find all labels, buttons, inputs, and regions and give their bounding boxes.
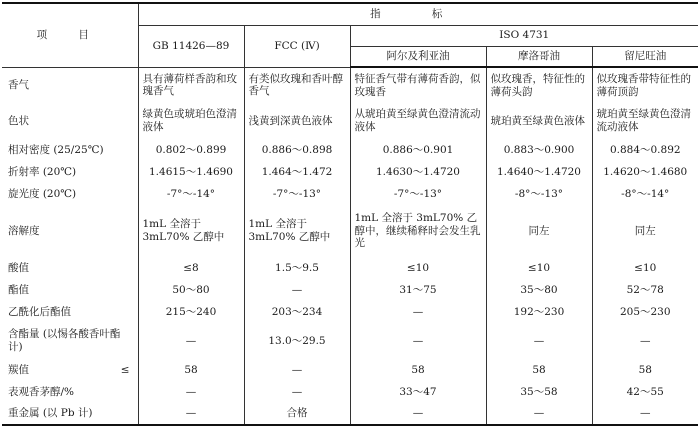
header-item: 项 目 bbox=[2, 3, 138, 67]
cell-reunion: 52～78 bbox=[592, 279, 698, 301]
cell-algeria: 58 bbox=[350, 359, 486, 381]
cell-gb: 215～240 bbox=[138, 301, 244, 323]
cell-morocco: 1.4640～1.4720 bbox=[486, 161, 592, 183]
cell-fcc: — bbox=[244, 381, 350, 403]
header-iso-reunion: 留尼旺油 bbox=[592, 46, 698, 67]
cell-reunion: 琥珀黄至绿黄色澄清流动液体 bbox=[592, 103, 698, 139]
table-row bbox=[2, 323, 698, 359]
cell-fcc: — bbox=[244, 279, 350, 301]
cell-algeria: — bbox=[350, 301, 486, 323]
cell-morocco: 192～230 bbox=[486, 301, 592, 323]
cell-gb: 绿黄色或琥珀色澄清液体 bbox=[138, 103, 244, 139]
header-iso-algeria: 阿尔及利亚油 bbox=[350, 46, 486, 67]
table-row bbox=[2, 161, 698, 183]
cell-gb: 1.4615～1.4690 bbox=[138, 161, 244, 183]
cell-fcc: -7°～-13° bbox=[244, 183, 350, 205]
cell-gb: — bbox=[138, 381, 244, 403]
header-iso: ISO 4731 bbox=[350, 25, 698, 46]
cell-morocco: 35～58 bbox=[486, 381, 592, 403]
header-fcc: FCC (Ⅳ) bbox=[244, 25, 350, 67]
cell-reunion: 似玫瑰香带特征性的薄荷顶韵 bbox=[592, 67, 698, 103]
cell-morocco: — bbox=[486, 323, 592, 359]
row-item: 溶解度 bbox=[2, 205, 138, 257]
cell-reunion: — bbox=[592, 403, 698, 425]
cell-gb: — bbox=[138, 403, 244, 425]
cell-morocco: 似玫瑰香，特征性的薄荷头韵 bbox=[486, 67, 592, 103]
cell-fcc: — bbox=[244, 359, 350, 381]
cell-algeria: 1mL 全溶于 3mL70% 乙醇中，继续稀释时会发生乳光 bbox=[350, 205, 486, 257]
row-item: 含酯量 (以惕各酸香叶酯计) bbox=[2, 323, 138, 359]
row-item: 旋光度 (20℃) bbox=[2, 183, 138, 205]
cell-algeria: ≤10 bbox=[350, 257, 486, 279]
cell-algeria: 31～75 bbox=[350, 279, 486, 301]
table-row bbox=[2, 103, 698, 139]
cell-morocco: 58 bbox=[486, 359, 592, 381]
header-indicators: 指 标 bbox=[138, 3, 698, 25]
cell-reunion: 42～55 bbox=[592, 381, 698, 403]
cell-fcc: 1mL 全溶于 3mL70% 乙醇中 bbox=[244, 205, 350, 257]
cell-gb: 1mL 全溶于 3mL70% 乙醇中 bbox=[138, 205, 244, 257]
cell-algeria: — bbox=[350, 403, 486, 425]
cell-morocco: 琥珀黄至绿黄色液体 bbox=[486, 103, 592, 139]
cell-reunion: 同左 bbox=[592, 205, 698, 257]
cell-morocco: 35～80 bbox=[486, 279, 592, 301]
cell-fcc: 13.0～29.5 bbox=[244, 323, 350, 359]
cell-fcc: 合格 bbox=[244, 403, 350, 425]
cell-fcc: 有类似玫瑰和香叶醇香气 bbox=[244, 67, 350, 103]
cell-fcc: 1.464～1.472 bbox=[244, 161, 350, 183]
cell-gb: 0.802～0.899 bbox=[138, 139, 244, 161]
row-item: 重金属 (以 Pb 计) bbox=[2, 403, 138, 425]
cell-algeria: -7°～-13° bbox=[350, 183, 486, 205]
cell-reunion: -8°～-14° bbox=[592, 183, 698, 205]
row-item bbox=[2, 359, 138, 381]
cell-morocco: -8°～-13° bbox=[486, 183, 592, 205]
row-item: 相对密度 (25/25℃) bbox=[2, 139, 138, 161]
cell-gb: -7°～-14° bbox=[138, 183, 244, 205]
cell-reunion: 0.884～0.892 bbox=[592, 139, 698, 161]
table-row bbox=[2, 257, 698, 279]
row-item: 折射率 (20℃) bbox=[2, 161, 138, 183]
table-row bbox=[2, 139, 698, 161]
row-item: 乙酰化后酯值 bbox=[2, 301, 138, 323]
spec-table bbox=[2, 2, 698, 426]
cell-reunion: 205～230 bbox=[592, 301, 698, 323]
cell-gb: — bbox=[138, 323, 244, 359]
cell-fcc: 1.5～9.5 bbox=[244, 257, 350, 279]
cell-reunion: ≤10 bbox=[592, 257, 698, 279]
cell-algeria: 从琥珀黄至绿黄色澄清流动液体 bbox=[350, 103, 486, 139]
header-row-1 bbox=[2, 3, 698, 25]
row-item-suffix: ≤ bbox=[120, 363, 130, 376]
cell-algeria: 特征香气带有薄荷香韵，似玫瑰香 bbox=[350, 67, 486, 103]
cell-reunion: 58 bbox=[592, 359, 698, 381]
header-gb: GB 11426—89 bbox=[138, 25, 244, 67]
row-item-label: 羰值 bbox=[8, 363, 29, 376]
row-item: 酯值 bbox=[2, 279, 138, 301]
table-row bbox=[2, 381, 698, 403]
table-row bbox=[2, 403, 698, 425]
cell-morocco: ≤10 bbox=[486, 257, 592, 279]
table-row bbox=[2, 183, 698, 205]
row-item: 香气 bbox=[2, 67, 138, 103]
cell-fcc: 0.886～0.898 bbox=[244, 139, 350, 161]
cell-gb: 50～80 bbox=[138, 279, 244, 301]
cell-algeria: 33～47 bbox=[350, 381, 486, 403]
cell-algeria: — bbox=[350, 323, 486, 359]
cell-gb: 58 bbox=[138, 359, 244, 381]
table-row bbox=[2, 67, 698, 103]
table-row bbox=[2, 205, 698, 257]
cell-fcc: 203～234 bbox=[244, 301, 350, 323]
cell-gb: ≤8 bbox=[138, 257, 244, 279]
cell-algeria: 1.4630～1.4720 bbox=[350, 161, 486, 183]
table-row bbox=[2, 279, 698, 301]
cell-reunion: 1.4620～1.4680 bbox=[592, 161, 698, 183]
cell-gb: 具有薄荷样香韵和玫瑰香气 bbox=[138, 67, 244, 103]
row-item: 酸值 bbox=[2, 257, 138, 279]
cell-morocco: — bbox=[486, 403, 592, 425]
cell-morocco: 0.883～0.900 bbox=[486, 139, 592, 161]
cell-algeria: 0.886～0.901 bbox=[350, 139, 486, 161]
table-row bbox=[2, 301, 698, 323]
spec-table-container bbox=[2, 2, 698, 446]
cell-morocco: 同左 bbox=[486, 205, 592, 257]
cell-fcc: 浅黄到深黄色液体 bbox=[244, 103, 350, 139]
row-item: 色状 bbox=[2, 103, 138, 139]
row-item: 表观香茅醇/% bbox=[2, 381, 138, 403]
header-iso-morocco: 摩洛哥油 bbox=[486, 46, 592, 67]
cell-reunion: — bbox=[592, 323, 698, 359]
table-row bbox=[2, 359, 698, 381]
